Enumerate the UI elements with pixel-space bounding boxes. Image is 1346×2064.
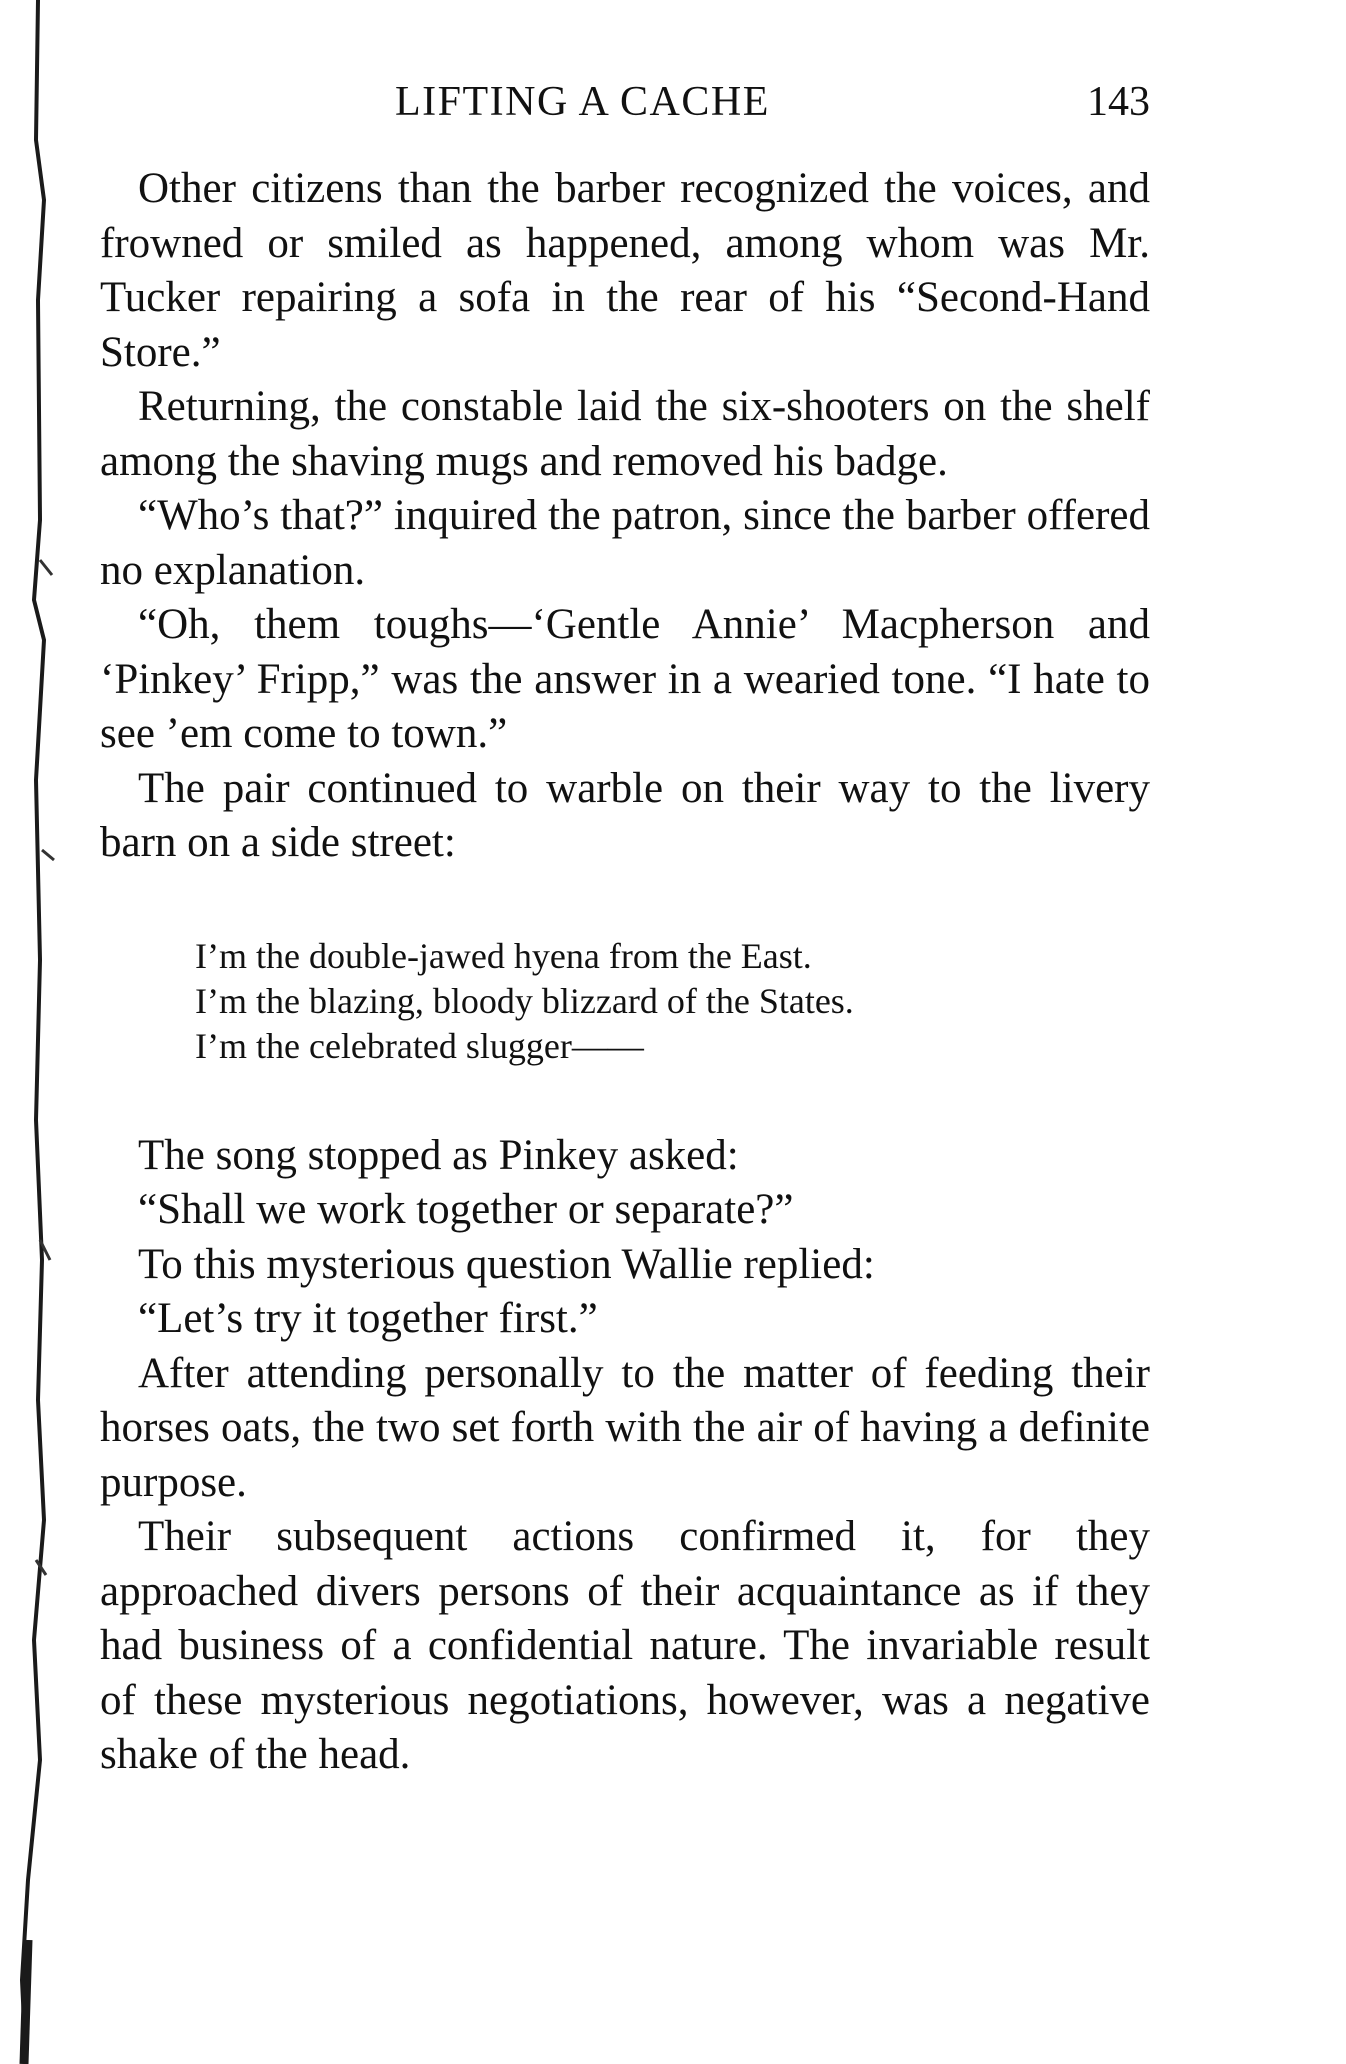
paragraph: The song stopped as Pinkey asked: — [138, 1131, 739, 1179]
chapter-title: LIFTING A CACHE — [395, 79, 770, 125]
paragraph: After attending personally to the matter of feeding their horses oats, the two set forth with the air of having a definite purpose. — [100, 1349, 1150, 1506]
paragraph: “Who’s that?” inquired the patron, since the barber offered no explanation. — [100, 492, 1150, 594]
paragraph: To this mysterious question Wallie replied: — [138, 1240, 875, 1288]
running-header — [100, 78, 1150, 138]
paragraph: “Oh, them toughs—‘Gentle Annie’ Macpherson and ‘Pinkey’ Fripp,” was the answer in a wearied tone. “I hate to see ’em come to town.” — [100, 601, 1150, 757]
paragraph: Returning, the constable laid the six-shooters on the shelf among the shaving mugs and removed his badge. — [100, 383, 1150, 485]
paragraph: “Shall we work together or separate?” — [138, 1186, 794, 1233]
paragraph: The pair continued to warble on their way to the livery barn on a side street: — [100, 764, 1150, 866]
verse-line: I’m the blazing, bloody blizzard of the States. — [195, 980, 854, 1021]
paragraphs-after-verse — [100, 1129, 1150, 1783]
page-body — [100, 162, 1150, 1783]
verse-line: I’m the celebrated slugger—— — [195, 1025, 644, 1066]
page-number: 143 — [1087, 79, 1150, 125]
song-verse — [100, 934, 1150, 1069]
paragraph: Their subsequent actions confirmed it, for they approached divers persons of their acquaintance as if they had business of a confidential nature. The invariable result of these mysterious negotiations, however, was a negative shake of the head. — [100, 1513, 1150, 1778]
paragraphs-before-verse — [100, 162, 1150, 871]
paragraph: “Let’s try it together first.” — [138, 1295, 598, 1342]
verse-line: I’m the double-jawed hyena from the East. — [195, 935, 812, 976]
page-binding-edge — [0, 0, 60, 2064]
paragraph: Other citizens than the barber recognized the voices, and frowned or smiled as happened, among whom was Mr. Tucker repairing a sofa in the rear of his “Second-Hand Store.” — [100, 165, 1150, 376]
